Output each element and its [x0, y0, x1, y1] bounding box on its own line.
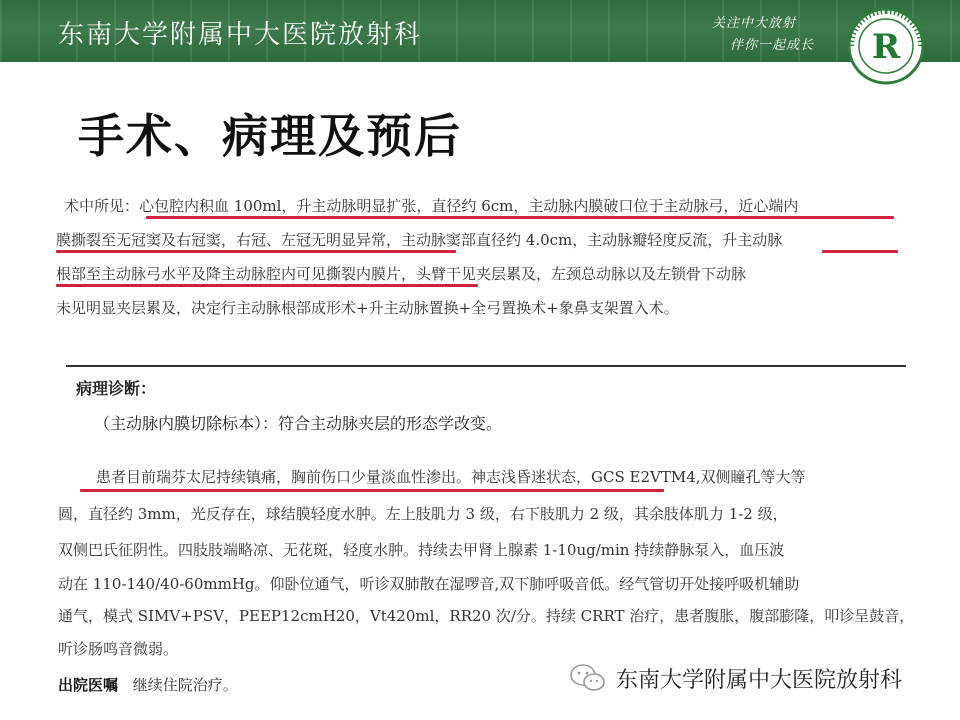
prognosis-line-6: 听诊肠鸣音微弱。 — [58, 640, 179, 658]
pathology-body: （主动脉内膜切除标本）：符合主动脉夹层的形态学改变。 — [94, 414, 503, 433]
prognosis-line-3: 双侧巴氏征阴性。四肢肢端略凉、无花斑，轻度水肿。持续去甲肾上腺素 1-10ug/min 持续静脉泵入，血压波 — [58, 541, 785, 559]
section-divider — [66, 365, 906, 367]
discharge-text: 继续住院治疗。 — [132, 676, 238, 694]
logo-letter: R — [871, 27, 901, 67]
highlight-underline — [56, 284, 478, 287]
watermark-text: 东南大学附属中大医院放射科 — [616, 667, 903, 693]
slide-title: 手术、病理及预后 — [78, 109, 462, 163]
header-slogan-line2: 伴你一起成长 — [730, 38, 815, 53]
watermark — [568, 662, 902, 694]
prognosis-line-1: 患者目前瑞芬太尼持续镇痛，胸前伤口少量淡血性渗出。神志浅昏迷状态，GCS E2VTM4,双侧瞳孔等大等 — [96, 468, 806, 486]
surgery-line-4: 未见明显夹层累及，决定行主动脉根部成形术+升主动脉置换+全弓置换术+象鼻支架置入术。 — [56, 299, 679, 317]
prognosis-line-4: 动在 110-140/40-60mmHg。仰卧位通气，听诊双肺散在湿啰音,双下肺呼吸音低。经气管切开处接呼吸机辅助 — [58, 575, 800, 593]
hospital-logo-icon — [846, 6, 926, 86]
prognosis-line-2: 圆，直径约 3mm，光反存在，球结膜轻度水肿。左上肢肌力 3 级，右下肢肌力 2 级，其余肢体肌力 1-2 级， — [58, 505, 788, 523]
highlight-underline — [146, 216, 894, 219]
wechat-icon — [568, 662, 608, 694]
pathology-heading: 病理诊断： — [76, 379, 157, 398]
surgery-line-3: 根部至主动脉弓水平及降主动脉腔内可见撕裂内膜片，头臂干见夹层累及，左颈总动脉以及左锁骨下动脉 — [56, 265, 747, 283]
highlight-underline — [822, 250, 898, 253]
discharge-label: 出院医嘱 — [58, 676, 119, 694]
surgery-line-1: 术中所见：心包腔内积血 100ml，升主动脉明显扩张，直径约 6cm，主动脉内膜破口位于主动脉弓，近心端内 — [64, 197, 799, 215]
highlight-underline — [80, 489, 664, 492]
prognosis-line-5: 通气，模式 SIMV+PSV，PEEP12cmH20，Vt420ml，RR20 次/分。持续 CRRT 治疗，患者腹胀，腹部膨隆，叩诊呈鼓音， — [58, 607, 915, 625]
surgery-line-2: 膜撕裂至无冠窦及右冠窦，右冠、左冠无明显异常，主动脉窦部直径约 4.0cm，主动脉瓣轻度反流，升主动脉 — [56, 231, 783, 249]
header-banner — [0, 0, 960, 62]
discharge-row — [58, 678, 238, 693]
header-slogan-line1: 关注中大放射 — [712, 16, 797, 31]
highlight-underline — [56, 250, 456, 253]
header-title: 东南大学附属中大医院放射科 — [58, 20, 423, 50]
